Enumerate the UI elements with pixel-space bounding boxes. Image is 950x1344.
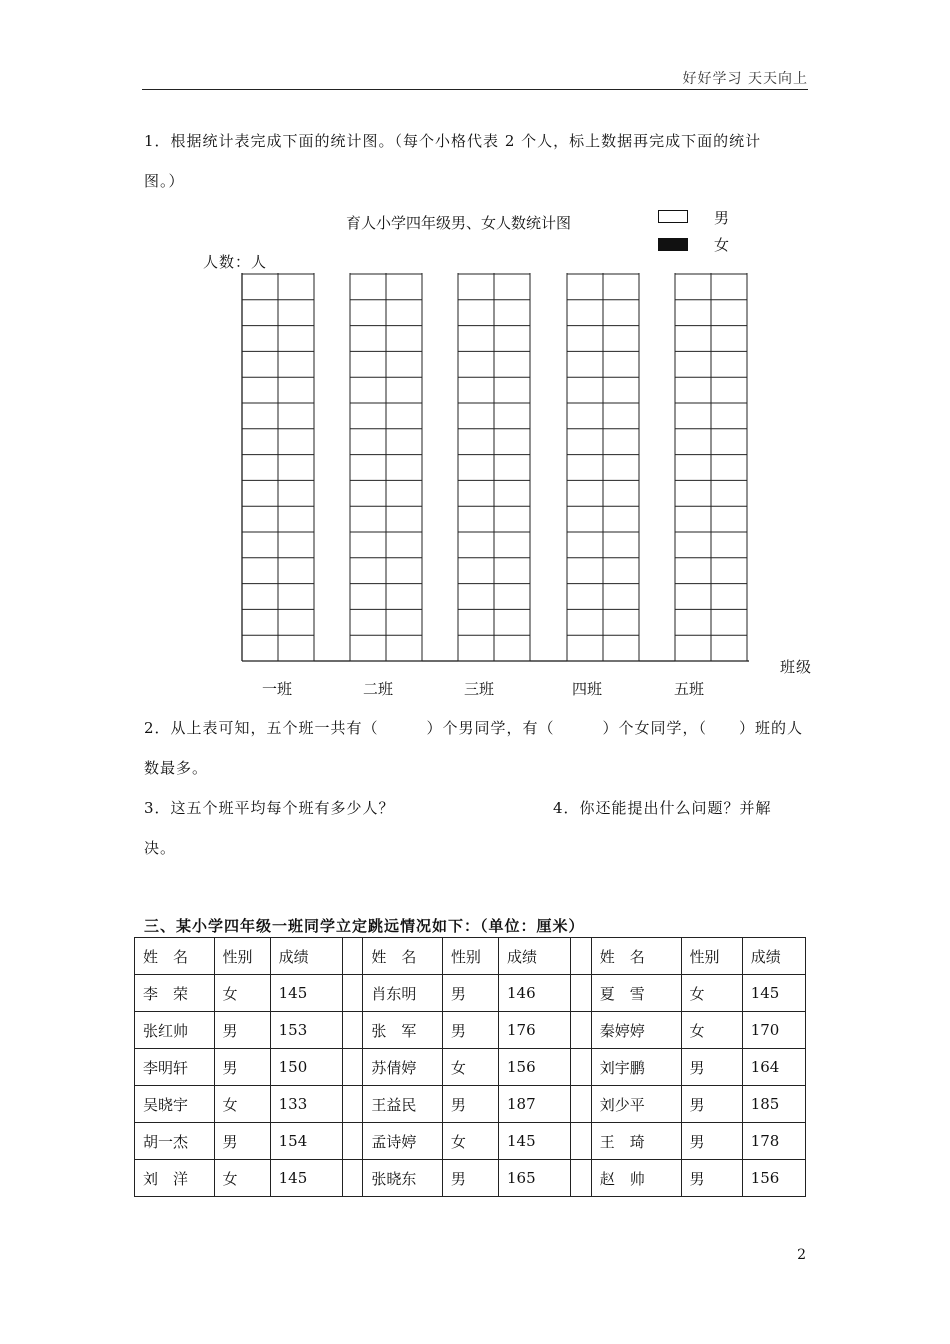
cell-score: 156 bbox=[742, 1160, 805, 1197]
cell-name: 赵 帅 bbox=[591, 1160, 681, 1197]
column-gap bbox=[343, 1160, 363, 1197]
cell-name: 刘宇鹏 bbox=[591, 1049, 681, 1086]
header-score: 成绩 bbox=[270, 938, 342, 975]
class-column-5 bbox=[675, 273, 747, 661]
cell-score: 146 bbox=[499, 975, 571, 1012]
cell-gender: 女 bbox=[214, 1086, 270, 1123]
class-label-1: 一班 bbox=[261, 680, 292, 698]
cell-gender: 女 bbox=[214, 1160, 270, 1197]
header-motto: 好好学习 天天向上 bbox=[682, 71, 808, 87]
legend-female-swatch bbox=[658, 238, 688, 251]
cell-gender: 男 bbox=[442, 1160, 498, 1197]
legend-male-label: 男 bbox=[714, 209, 730, 227]
page-number: 2 bbox=[797, 1247, 806, 1263]
cell-gender: 男 bbox=[214, 1123, 270, 1160]
q1-line1: 1．根据统计表完成下面的统计图。（每个小格代表 2 个人，标上数据再完成下面的统计 bbox=[144, 132, 762, 150]
column-gap bbox=[343, 1012, 363, 1049]
class-label-3: 三班 bbox=[463, 680, 494, 698]
cell-score: 150 bbox=[270, 1049, 342, 1086]
class-label-2: 二班 bbox=[362, 680, 393, 698]
column-gap bbox=[571, 938, 591, 975]
cell-gender: 女 bbox=[214, 975, 270, 1012]
q3-text: 3．这五个班平均每个班有多少人？ bbox=[144, 799, 395, 817]
class-label-5: 五班 bbox=[673, 680, 704, 698]
table-row bbox=[135, 975, 806, 1012]
cell-gender: 男 bbox=[681, 1160, 742, 1197]
column-gap bbox=[343, 938, 363, 975]
legend-male-swatch bbox=[658, 210, 688, 223]
cell-name: 孟诗婷 bbox=[363, 1123, 443, 1160]
column-gap bbox=[571, 1086, 591, 1123]
cell-score: 133 bbox=[270, 1086, 342, 1123]
table-header-row bbox=[135, 938, 806, 975]
column-gap bbox=[571, 1123, 591, 1160]
q2-line1: 2．从上表可知，五个班一共有（ ）个男同学，有（ ）个女同学，（ ）班的人 bbox=[144, 719, 804, 737]
legend-female-label: 女 bbox=[714, 236, 730, 254]
cell-score: 176 bbox=[499, 1012, 571, 1049]
column-gap bbox=[571, 1049, 591, 1086]
cell-name: 刘 洋 bbox=[135, 1160, 215, 1197]
class-column-2 bbox=[350, 273, 422, 661]
jump-results-table bbox=[134, 937, 806, 1197]
header-name: 姓 名 bbox=[135, 938, 215, 975]
header-gender: 性别 bbox=[442, 938, 498, 975]
cell-name: 王 琦 bbox=[591, 1123, 681, 1160]
cell-gender: 男 bbox=[214, 1012, 270, 1049]
header-score: 成绩 bbox=[742, 938, 805, 975]
cell-name: 胡一杰 bbox=[135, 1123, 215, 1160]
cell-gender: 男 bbox=[442, 975, 498, 1012]
header-gender: 性别 bbox=[681, 938, 742, 975]
cell-score: 185 bbox=[742, 1086, 805, 1123]
cell-gender: 男 bbox=[442, 1086, 498, 1123]
cell-gender: 男 bbox=[442, 1012, 498, 1049]
cell-score: 165 bbox=[499, 1160, 571, 1197]
column-gap bbox=[571, 1160, 591, 1197]
q1-line2: 图。） bbox=[144, 172, 185, 190]
cell-score: 170 bbox=[742, 1012, 805, 1049]
table-row bbox=[135, 1123, 806, 1160]
cell-score: 145 bbox=[270, 975, 342, 1012]
cell-name: 张红帅 bbox=[135, 1012, 215, 1049]
cell-gender: 女 bbox=[442, 1123, 498, 1160]
cell-name: 夏 雪 bbox=[591, 975, 681, 1012]
cell-name: 李明轩 bbox=[135, 1049, 215, 1086]
column-gap bbox=[571, 1012, 591, 1049]
column-gap bbox=[571, 975, 591, 1012]
x-axis-label: 班级 bbox=[780, 658, 813, 676]
cell-name: 王益民 bbox=[363, 1086, 443, 1123]
cell-gender: 男 bbox=[681, 1049, 742, 1086]
cell-name: 张晓东 bbox=[363, 1160, 443, 1197]
cell-name: 肖东明 bbox=[363, 975, 443, 1012]
cell-score: 145 bbox=[499, 1123, 571, 1160]
table-row bbox=[135, 1086, 806, 1123]
class-column-3 bbox=[458, 273, 530, 661]
q4-line1: 4．你还能提出什么问题？并解 bbox=[553, 799, 772, 817]
cell-gender: 男 bbox=[681, 1086, 742, 1123]
cell-score: 145 bbox=[270, 1160, 342, 1197]
cell-score: 156 bbox=[499, 1049, 571, 1086]
q4-line2: 决。 bbox=[144, 839, 177, 857]
cell-gender: 男 bbox=[214, 1049, 270, 1086]
header-name: 姓 名 bbox=[591, 938, 681, 975]
cell-name: 张 军 bbox=[363, 1012, 443, 1049]
cell-score: 187 bbox=[499, 1086, 571, 1123]
cell-name: 苏倩婷 bbox=[363, 1049, 443, 1086]
cell-gender: 女 bbox=[681, 975, 742, 1012]
cell-score: 145 bbox=[742, 975, 805, 1012]
chart-grid bbox=[241, 273, 749, 662]
column-gap bbox=[343, 1049, 363, 1086]
table-row bbox=[135, 1012, 806, 1049]
cell-name: 吴晓宇 bbox=[135, 1086, 215, 1123]
table-row bbox=[135, 1049, 806, 1086]
class-column-1 bbox=[242, 273, 314, 661]
cell-score: 153 bbox=[270, 1012, 342, 1049]
column-gap bbox=[343, 1123, 363, 1160]
column-gap bbox=[343, 975, 363, 1012]
class-column-4 bbox=[567, 273, 639, 661]
column-gap bbox=[343, 1086, 363, 1123]
cell-score: 164 bbox=[742, 1049, 805, 1086]
cell-score: 178 bbox=[742, 1123, 805, 1160]
class-label-4: 四班 bbox=[571, 680, 602, 698]
cell-name: 刘少平 bbox=[591, 1086, 681, 1123]
header-rule bbox=[142, 89, 808, 90]
cell-gender: 女 bbox=[681, 1012, 742, 1049]
chart-title: 育人小学四年级男、女人数统计图 bbox=[346, 214, 572, 232]
header-score: 成绩 bbox=[499, 938, 571, 975]
header-name: 姓 名 bbox=[363, 938, 443, 975]
cell-gender: 男 bbox=[681, 1123, 742, 1160]
table-row bbox=[135, 1160, 806, 1197]
section3-title: 三、某小学四年级一班同学立定跳远情况如下：（单位：厘米） bbox=[144, 917, 585, 935]
cell-name: 李 荣 bbox=[135, 975, 215, 1012]
cell-name: 秦婷婷 bbox=[591, 1012, 681, 1049]
cell-gender: 女 bbox=[442, 1049, 498, 1086]
header-gender: 性别 bbox=[214, 938, 270, 975]
y-axis-label: 人数：人 bbox=[203, 253, 268, 271]
cell-score: 154 bbox=[270, 1123, 342, 1160]
q2-line2: 数最多。 bbox=[144, 759, 209, 777]
